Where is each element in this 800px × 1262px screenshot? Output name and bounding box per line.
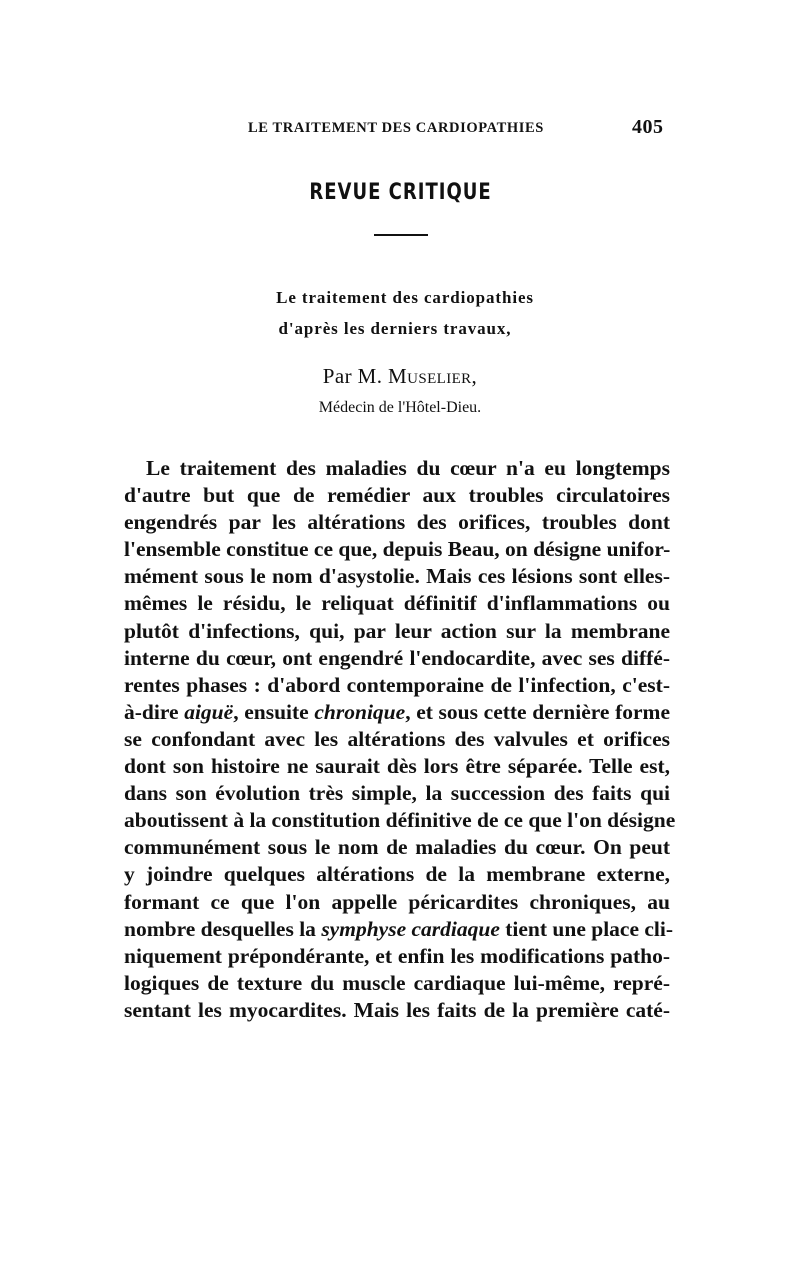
text-line-mixed — [124, 699, 670, 726]
text-line: mêmes le résidu, le reliquat définitif d'inflammations ou — [124, 591, 670, 616]
text-line: se confondant avec les altérations des valvules et orifices — [124, 726, 670, 751]
text-line: formant ce que l'on appelle péricardites chroniques, au — [124, 889, 670, 914]
text-line: logiques de texture du muscle cardiaque lui-même, repré- — [124, 970, 670, 995]
text-fragment: , et sous cette dernière forme — [405, 699, 671, 724]
text-line: engendrés par les altérations des orifices, troubles dont — [124, 510, 670, 535]
text-line: plutôt d'infections, qui, par leur action sur la membrane — [124, 618, 670, 643]
title-rule — [374, 234, 428, 236]
page-number: 405 — [632, 116, 664, 138]
section-title: REVUE CRITIQUE — [309, 180, 492, 205]
text-line-mixed — [124, 916, 674, 943]
text-line: dont son histoire ne saurait dès lors être séparée. Telle est, — [124, 754, 670, 779]
running-head: LE TRAITEMENT DES CARDIOPATHIES — [248, 120, 544, 136]
text-line: interne du cœur, ont engendré l'endocardite, avec ses diffé- — [124, 645, 670, 670]
text-fragment: nombre desquelles la — [124, 916, 316, 941]
text-line: communément sous le nom de maladies du cœur. On peut — [124, 835, 670, 860]
text-line: mément sous le nom d'asystolie. Mais ces lésions sont elles- — [124, 564, 670, 589]
article-title-line-1: Le traitement des cardiopathies — [276, 288, 534, 307]
author-affiliation: Médecin de l'Hôtel-Dieu. — [318, 399, 482, 416]
italic-term: symphyse cardiaque — [321, 916, 500, 941]
text-line: l'ensemble constitue ce que, depuis Beau, on désigne unifor- — [124, 537, 671, 562]
text-line: sentant les myocardites. Mais les faits de la première caté- — [124, 997, 670, 1022]
author-line — [0, 364, 800, 389]
text-line: Le traitement des maladies du cœur n'a eu longtemps — [146, 456, 670, 480]
author-name: Muselier, — [388, 364, 478, 388]
text-line: dans son évolution très simple, la succession des faits qui — [124, 781, 670, 806]
body-paragraph — [124, 455, 676, 1024]
text-line: niquement prépondérante, et enfin les modifications patho- — [124, 943, 670, 968]
article-title-line-2: d'après les derniers travaux, — [278, 319, 512, 338]
text-line: d'autre but que de remédier aux troubles circulatoires — [124, 483, 670, 508]
text-fragment: tient une place cli- — [505, 916, 674, 941]
text-fragment: , ensuite — [233, 699, 309, 724]
text-fragment: à-dire — [124, 699, 179, 724]
italic-term: aiguë — [184, 699, 234, 724]
italic-term: chronique — [314, 699, 406, 724]
text-line: rentes phases : d'abord contemporaine de l'infection, c'est- — [124, 672, 670, 697]
text-line: aboutissent à la constitution définitive de ce que l'on désigne — [124, 808, 676, 833]
text-line: y joindre quelques altérations de la membrane externe, — [124, 862, 670, 887]
author-prefix: Par M. — [322, 364, 389, 388]
